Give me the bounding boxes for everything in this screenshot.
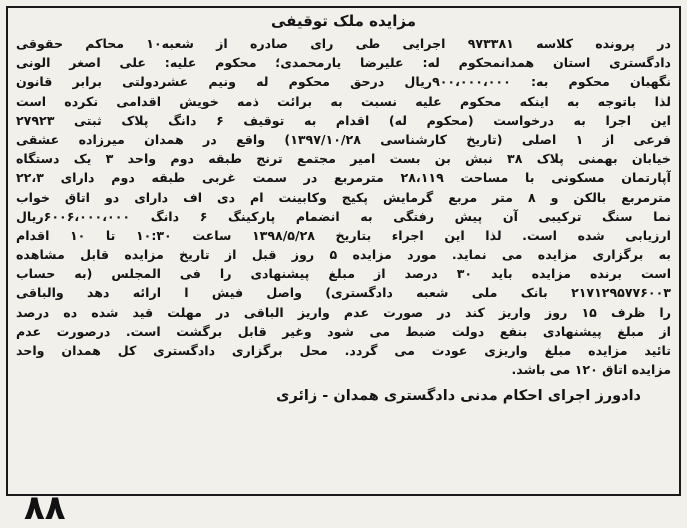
- notice-line: است برنده مزایده باید ۳۰ درصد از مبلغ پیشنهادی را فی المجلس (به حساب: [16, 266, 671, 282]
- notice-line: فرعی از ۱ اصلی (تاریخ کارشناسی ۱۳۹۷/۱۰/۲۸) واقع در همدان میرزاده عشقی: [16, 131, 671, 147]
- notice-line: به برگزاری مزایده می نماید. مورد مزایده ۵ روز قبل از تاریخ مزایده قابل مشاهده: [16, 247, 671, 263]
- notice-line: مزایده اتاق ۱۲۰ می باشد.: [511, 362, 671, 378]
- notice-line: این اجرا به درخواست (محکوم له) اقدام به توقیف ۶ دانگ پلاک ثبتی ۲۷۹۲۳: [16, 112, 671, 128]
- notice-title: مزایده ملک توقیفی: [270, 12, 417, 30]
- notice-line: ۲۱۷۱۲۹۵۷۷۶۰۰۳ بانک ملی شعبه دادگستری) واصل فیش ا ارائه دهد والباقی: [16, 285, 671, 301]
- notice-line: آپارتمان مسکونی با مساحت ۲۸،۱۱۹ مترمربع در سمت غربی طبقه دوم دارای ۲۲،۳: [16, 170, 671, 186]
- notice-box: [6, 6, 681, 496]
- notice-signature: دادورز اجرای احکام مدنی دادگستری همدان - زائری: [276, 388, 641, 405]
- notice-line: تائید مزایده مبلغ واریزی عودت می گردد. محل برگزاری دادگستری کل همدان واحد: [16, 343, 671, 358]
- notice-line: از مبلغ پیشنهادی بنفع دولت ضبط می شود وغیر قابل برگشت است. درصورت عدم: [16, 323, 671, 339]
- notice-line: خیابان بهمنی پلاک ۳۸ نبش بن بست امیر مجتمع ترنج طبقه دوم واحد ۳ یک دستگاه: [16, 151, 671, 167]
- notice-line: لذا باتوجه به اینکه محکوم علیه نسبت به برائت ذمه خویش اقدامی نکرده است: [16, 93, 671, 109]
- notice-line: را ظرف ۱۵ روز واریز کند در صورت عدم واریز الباقی در مهلت قید شده ده درصد: [16, 304, 671, 320]
- page-number: ۸۸: [24, 488, 66, 528]
- notice-line: نما سنگ ترکیبی آن پیش رفتگی به انضمام پارکینگ ۶ دانگ ۶۰۰۶،۰۰۰،۰۰۰ریال: [16, 208, 671, 224]
- notice-line: مترمربع بالکن و ۸ متر مربع گرمایش پکیج وکابینت ام دی اف دارای دو اتاق خواب: [16, 189, 671, 205]
- notice-line: نگهبان محکوم به: ۹۰۰،۰۰۰،۰۰۰ریال درحق محکوم له ونیم عشردولتی برابر قانون: [16, 74, 671, 90]
- notice-line: در پرونده کلاسه ۹۷۳۳۸۱ اجرایی طی رای صادره از شعبه۱۰ محاکم حقوقی: [16, 36, 671, 51]
- notice-line: ارزیابی شده است. لذا این اجراء بتاریخ ۱۳۹۸/۵/۲۸ ساعت ۱۰:۳۰ تا ۱۰ اقدام: [16, 227, 671, 243]
- notice-line: دادگستری استان همدانمحکوم له: علیرضا یارمحمدی؛ محکوم علیه: علی اصغر الونی: [16, 55, 671, 71]
- notice-body: [16, 34, 671, 379]
